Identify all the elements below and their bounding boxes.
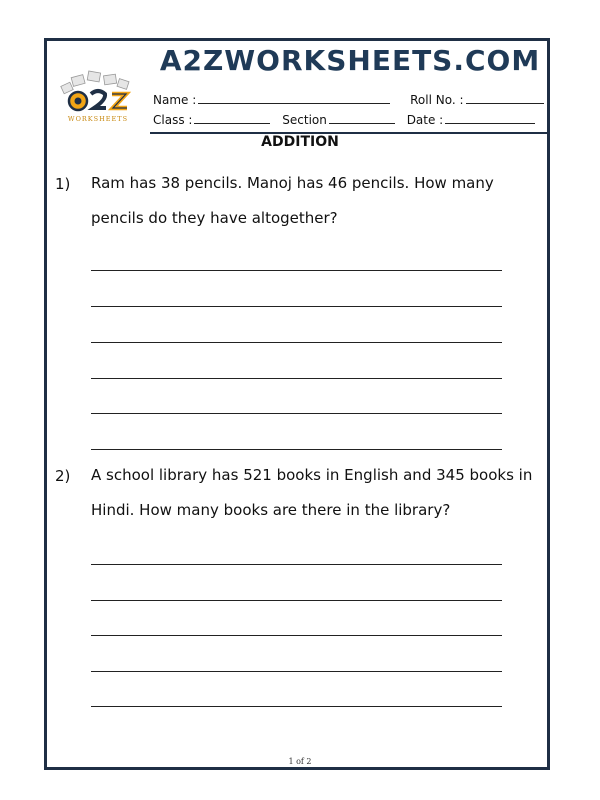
name-label: Name : bbox=[153, 93, 197, 107]
class-blank[interactable] bbox=[194, 113, 270, 124]
question-1-number: 1) bbox=[55, 175, 71, 193]
date-blank[interactable] bbox=[445, 113, 535, 124]
answer-line-1-3[interactable] bbox=[91, 342, 502, 343]
answer-line-2-3[interactable] bbox=[91, 635, 502, 636]
logo-subtext: WORKSHEETS bbox=[67, 115, 129, 123]
section-title: ADDITION bbox=[261, 134, 339, 150]
answer-line-2-2[interactable] bbox=[91, 600, 502, 601]
page-indicator: 1 of 2 bbox=[288, 757, 312, 766]
class-label: Class : bbox=[153, 113, 193, 127]
roll-blank[interactable] bbox=[466, 93, 544, 104]
name-blank[interactable] bbox=[198, 93, 390, 104]
answer-line-1-1[interactable] bbox=[91, 270, 502, 271]
section-blank[interactable] bbox=[329, 113, 395, 124]
site-title: A2ZWORKSHEETS.COM bbox=[159, 44, 541, 77]
section-label: Section bbox=[282, 113, 327, 127]
answer-line-1-2[interactable] bbox=[91, 306, 502, 307]
header-fields-row-1 bbox=[153, 93, 544, 107]
answer-line-1-4[interactable] bbox=[91, 378, 502, 379]
header-fields-row-2 bbox=[153, 113, 535, 127]
question-2-text: A school library has 521 books in English and 345 books in Hindi. How many books are there in the library? bbox=[91, 466, 533, 519]
answer-line-2-4[interactable] bbox=[91, 671, 502, 672]
answer-line-2-1[interactable] bbox=[91, 564, 502, 565]
answer-line-2-5[interactable] bbox=[91, 706, 502, 707]
question-1-text: Ram has 38 pencils. Manoj has 46 pencils. How many pencils do they have altogether? bbox=[91, 174, 494, 227]
answer-line-1-6[interactable] bbox=[91, 449, 502, 450]
question-2-number: 2) bbox=[55, 467, 71, 485]
roll-label: Roll No. : bbox=[410, 93, 464, 107]
answer-line-1-5[interactable] bbox=[91, 413, 502, 414]
a2z-logo bbox=[58, 70, 138, 126]
date-label: Date : bbox=[406, 113, 444, 127]
